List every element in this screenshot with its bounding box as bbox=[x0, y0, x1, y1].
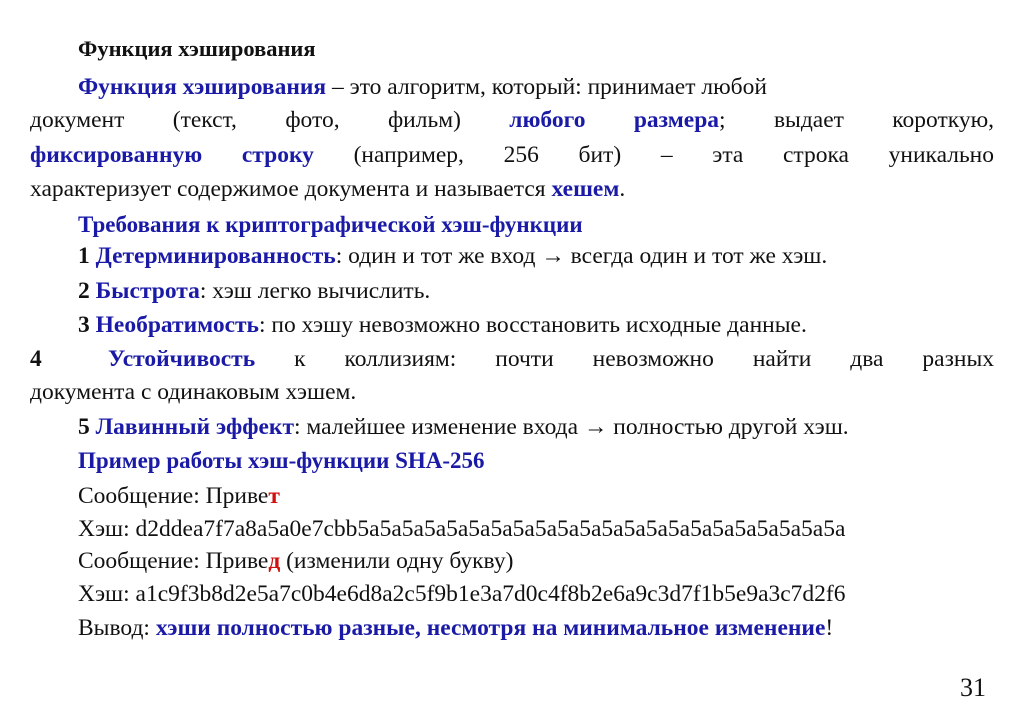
definition-text: характеризует содержимое документа и называется bbox=[30, 176, 552, 202]
message-value: : Приве bbox=[193, 548, 269, 574]
definition-text: документ (текст, фото, фильм) bbox=[30, 107, 510, 133]
conclusion-text: хэши полностью разные, несмотря на минимальное изменение bbox=[155, 615, 826, 641]
example-message-2 bbox=[78, 546, 513, 576]
hash-label: Хэш bbox=[78, 581, 124, 607]
changed-letter: д bbox=[268, 548, 281, 574]
requirement-item bbox=[78, 310, 807, 340]
requirement-item bbox=[78, 412, 849, 442]
definition-text: (например, 256 бит) – эта строка уникально bbox=[313, 142, 994, 168]
page-number: 31 bbox=[960, 673, 986, 702]
requirement-term: Необратимость bbox=[95, 312, 259, 338]
definition-term: фиксированную строку bbox=[30, 142, 314, 168]
definition-text: . bbox=[619, 176, 626, 202]
requirement-item bbox=[78, 276, 430, 306]
message-value: : Приве bbox=[193, 483, 269, 509]
example-conclusion bbox=[78, 613, 833, 643]
definition-line-1 bbox=[78, 72, 767, 102]
example-heading: Пример работы хэш-функции SHA-256 bbox=[78, 448, 485, 473]
example-message-1 bbox=[78, 481, 280, 511]
definition-term: Функция хэширования bbox=[78, 74, 327, 100]
page-title: Функция хэширования bbox=[78, 36, 316, 61]
requirement-term: Устойчивость bbox=[108, 346, 256, 372]
requirement-item bbox=[108, 344, 994, 374]
hash-label: Хэш bbox=[78, 516, 124, 542]
requirement-number: 5 bbox=[78, 414, 90, 440]
requirements-heading: Требования к криптографической хэш-функции bbox=[78, 212, 583, 237]
example-hash-1 bbox=[78, 514, 845, 544]
example-hash-2 bbox=[78, 579, 846, 609]
definition-line-3 bbox=[30, 140, 994, 170]
requirement-text-continued: документа с одинаковым хэшем. bbox=[30, 379, 357, 405]
changed-letter: т bbox=[268, 483, 280, 509]
requirement-term: Быстрота bbox=[95, 278, 200, 304]
requirement-item bbox=[78, 241, 827, 271]
requirement-number: 4 bbox=[30, 346, 42, 372]
definition-text: ; выдает короткую, bbox=[719, 107, 994, 133]
requirement-number: 2 bbox=[78, 278, 90, 304]
conclusion-label: Вывод: bbox=[78, 615, 156, 641]
requirement-term: Детерминированность bbox=[95, 243, 336, 269]
requirement-text: к коллизиям: почти невозможно найти два разных bbox=[255, 346, 994, 372]
definition-term: хешем bbox=[551, 176, 620, 202]
definition-line-4 bbox=[30, 174, 625, 204]
requirement-text: : один и тот же вход → всегда один и тот же хэш. bbox=[335, 243, 828, 269]
hash-value: : a1c9f3b8d2e5a7c0b4e6d8a2c5f9b1e3a7d0c4f8b2e6a9c3d7f1b5e9a3c7d2f6 bbox=[123, 581, 846, 607]
definition-term: любого размера bbox=[509, 107, 720, 133]
conclusion-end: ! bbox=[825, 615, 834, 641]
requirement-text: : малейшее изменение входа → полностью другой хэш. bbox=[294, 414, 849, 440]
requirement-number: 3 bbox=[78, 312, 90, 338]
definition-line-2 bbox=[30, 105, 994, 135]
message-label: Сообщение bbox=[78, 548, 194, 574]
definition-text: – это алгоритм, который: принимает любой bbox=[326, 74, 767, 100]
requirement-text: : хэш легко вычислить. bbox=[199, 278, 431, 304]
requirement-term: Лавинный эффект bbox=[95, 414, 295, 440]
requirement-number: 1 bbox=[78, 243, 90, 269]
hash-value: : d2ddea7f7a8a5a0e7cbb5a5a5a5a5a5a5a5a5a5a5a5a5a5a5a5a5a5a5a5a5a5a bbox=[123, 516, 846, 542]
message-note: (изменили одну букву) bbox=[280, 548, 514, 574]
message-label: Сообщение bbox=[78, 483, 194, 509]
requirement-text: : по хэшу невозможно восстановить исходные данные. bbox=[258, 312, 807, 338]
